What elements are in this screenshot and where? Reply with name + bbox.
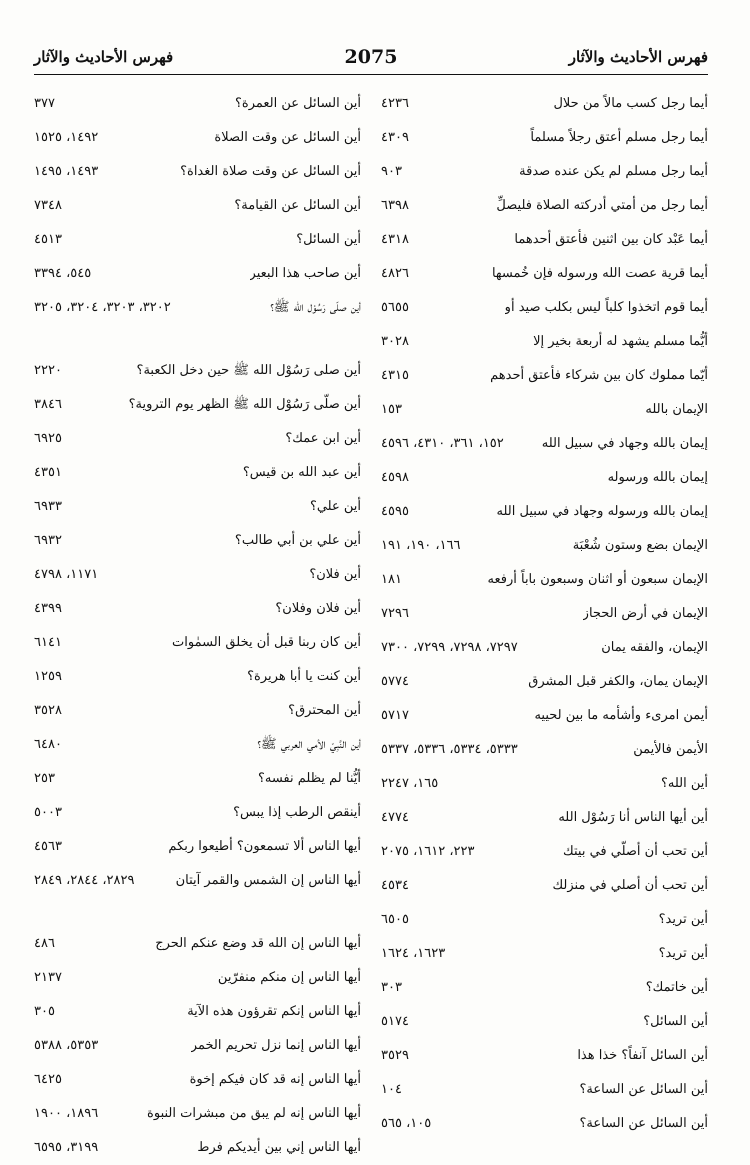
hadith-incipit: الأيمن فالأيمن	[633, 742, 708, 757]
hadith-reference-numbers: ٥٣٣٣، ٥٣٣٤، ٥٣٣٦، ٥٣٣٧	[381, 742, 518, 757]
hadith-reference-numbers: ٢٢٣، ١٦١٢، ٢٠٧٥	[381, 844, 475, 859]
hadith-reference-numbers: ٥١٧٤	[381, 1014, 409, 1029]
index-entry	[381, 1073, 708, 1107]
index-entry	[381, 937, 708, 971]
hadith-incipit: أيما رجل مسلم أعتق رجلاً مسلماً	[530, 130, 708, 145]
index-entry	[381, 359, 708, 393]
hadith-reference-numbers: ٥٠٠٣	[34, 805, 62, 820]
index-entry	[34, 728, 361, 762]
hadith-incipit: أين تريد؟	[658, 946, 708, 961]
hadith-incipit: أين خاتمك؟	[645, 980, 708, 995]
index-entry	[381, 461, 708, 495]
hadith-reference-numbers: ١٥٢، ٣٦١، ٤٣١٠، ٤٥٩٦	[381, 436, 504, 451]
hadith-reference-numbers: ٧٣٤٨	[34, 198, 62, 213]
hadith-reference-numbers: ٣٧٧	[34, 96, 55, 111]
hadith-incipit: أيُّما مسلم يشهد له أربعة بخير إلا	[533, 334, 708, 349]
hadith-reference-numbers: ١٦٥، ٢٢٤٧	[381, 776, 439, 791]
hadith-reference-numbers: ٤٨٢٦	[381, 266, 409, 281]
hadith-reference-numbers: ٤٣١٥	[381, 368, 409, 383]
index-entry	[34, 87, 361, 121]
hadith-reference-numbers: ٣٥٢٩	[381, 1048, 409, 1063]
hadith-incipit: أين السائل عن القيامة؟	[234, 198, 361, 213]
hadith-reference-numbers: ١٤٩٣، ١٤٩٥	[34, 164, 99, 179]
hadith-reference-numbers: ٦١٤١	[34, 635, 62, 650]
hadith-reference-numbers: ٤٢٣٦	[381, 96, 409, 111]
index-entry	[34, 291, 361, 354]
index-entry	[381, 529, 708, 563]
hadith-incipit: أيُّنا لم يظلم نفسه؟	[257, 771, 361, 786]
hadith-incipit: إيمان بالله ورسوله	[607, 470, 708, 485]
hadith-incipit: الإيمان سبعون أو اثنان وسبعون باباً أرفعه	[487, 572, 708, 587]
hadith-reference-numbers: ٦٩٢٥	[34, 431, 62, 446]
hadith-reference-numbers: ٧٢٩٧، ٧٢٩٨، ٧٢٩٩، ٧٣٠٠	[381, 640, 518, 655]
hadith-incipit: أيها الناس إن الشمس والقمر آيتان	[175, 873, 361, 888]
index-entry	[34, 1097, 361, 1131]
hadith-incipit: أين السائل آنفاً؟ خذا هذا	[577, 1048, 708, 1063]
hadith-reference-numbers: ٦٩٣٣	[34, 499, 62, 514]
hadith-reference-numbers: ٤٥٣٤	[381, 878, 409, 893]
hadith-reference-numbers: ١١٧١، ٤٧٩٨	[34, 567, 99, 582]
index-entry	[381, 597, 708, 631]
hadith-incipit: أيما قرية عصت الله ورسوله فإن خُمسها	[491, 266, 708, 281]
hadith-incipit: أين تريد؟	[658, 912, 708, 927]
hadith-reference-numbers: ٢٢٢٠	[34, 363, 62, 378]
index-entry	[381, 903, 708, 937]
index-entry	[34, 121, 361, 155]
hadith-reference-numbers: ٥٧٧٤	[381, 674, 409, 689]
hadith-reference-numbers: ٦٣٩٨	[381, 198, 409, 213]
hadith-reference-numbers: ٣٨٤٦	[34, 397, 62, 412]
hadith-reference-numbers: ٣٥٢٨	[34, 703, 62, 718]
index-page	[0, 40, 750, 1157]
index-entry	[381, 121, 708, 155]
hadith-incipit: أين المحترق؟	[288, 703, 361, 718]
hadith-reference-numbers: ٤٣٥١	[34, 465, 62, 480]
hadith-reference-numbers: ١٨٩٦، ١٩٠٠	[34, 1106, 99, 1121]
hadith-incipit: أيما قوم اتخذوا كلباً ليس بكلب صيد أو	[504, 300, 708, 315]
index-entry	[381, 631, 708, 665]
hadith-incipit: أين النَّبِيّ الأمي العربي ﷺ؟	[257, 737, 361, 752]
hadith-incipit: الإيمان بالله	[645, 402, 708, 417]
hadith-reference-numbers: ١٥٣	[381, 402, 402, 417]
hadith-incipit: إيمان بالله وجهاد في سبيل الله	[541, 436, 708, 451]
hadith-incipit: الإيمان في أرض الحجاز	[582, 606, 708, 621]
hadith-reference-numbers: ٤٣١٨	[381, 232, 409, 247]
hadith-reference-numbers: ٤٥٩٥	[381, 504, 409, 519]
hadith-incipit: أين السائل عن العمرة؟	[234, 96, 361, 111]
index-entry	[34, 830, 361, 864]
hadith-incipit: أيما عَبْد كان بين اثنين فأعتق أحدهما	[514, 232, 708, 247]
index-entry	[381, 87, 708, 121]
hadith-incipit: أين السائل عن الساعة؟	[579, 1082, 708, 1097]
index-entry	[34, 961, 361, 995]
page-number: 2075	[344, 46, 398, 68]
hadith-reference-numbers: ٣٠٢٨	[381, 334, 409, 349]
index-entry	[381, 1039, 708, 1073]
hadith-reference-numbers: ١٦٢٣، ١٦٢٤	[381, 946, 446, 961]
hadith-incipit: أين السائل؟	[643, 1014, 708, 1029]
hadith-reference-numbers: ١٠٤	[381, 1082, 402, 1097]
index-entry	[381, 495, 708, 529]
index-entry	[381, 155, 708, 189]
index-entry	[34, 1063, 361, 1097]
hadith-incipit: أين صلّى رَسُوْل الله ﷺ الظهر يوم التروية؟	[128, 397, 361, 412]
hadith-incipit: أيها الناس إنه قد كان فيكم إخوة	[189, 1072, 361, 1087]
index-columns	[34, 87, 708, 1165]
index-entry	[381, 767, 708, 801]
hadith-incipit: أين صلى رَسُوْل الله ﷺ حين دخل الكعبة؟	[136, 363, 361, 378]
index-entry	[34, 189, 361, 223]
hadith-reference-numbers: ٥٦٥٥	[381, 300, 409, 315]
hadith-incipit: أين علي بن أبي طالب؟	[234, 533, 361, 548]
index-entry	[381, 563, 708, 597]
index-entry	[34, 422, 361, 456]
hadith-incipit: أيها الناس إنما نزل تحريم الخمر	[190, 1038, 361, 1053]
index-entry	[34, 660, 361, 694]
hadith-reference-numbers: ٤٥١٣	[34, 232, 62, 247]
hadith-incipit: أيمن امرىء وأشأمه ما بين لحييه	[534, 708, 708, 723]
hadith-reference-numbers: ٥٣٥٣، ٥٣٨٨	[34, 1038, 99, 1053]
index-entry	[34, 490, 361, 524]
hadith-reference-numbers: ١٤٩٢، ١٥٢٥	[34, 130, 99, 145]
hadith-incipit: أيما رجل من أمتي أدركته الصلاة فليصلِّ	[496, 198, 708, 213]
hadith-reference-numbers: ٣١٩٩، ٦٥٩٥	[34, 1140, 99, 1155]
hadith-incipit: أيها الناس إني بين أيديكم فرط	[197, 1140, 361, 1155]
hadith-incipit: أين السائل؟	[296, 232, 361, 247]
hadith-incipit: أيها الناس إن الله قد وضع عنكم الحرج	[155, 936, 361, 951]
index-entry	[34, 558, 361, 592]
index-entry	[381, 189, 708, 223]
index-entry	[381, 971, 708, 1005]
index-entry	[381, 1005, 708, 1039]
hadith-reference-numbers: ٢١٣٧	[34, 970, 62, 985]
index-entry	[381, 393, 708, 427]
index-entry	[34, 762, 361, 796]
hadith-incipit: أين السائل عن الساعة؟	[579, 1116, 708, 1131]
hadith-reference-numbers: ٢٥٣	[34, 771, 55, 786]
hadith-incipit: أين علي؟	[309, 499, 361, 514]
hadith-reference-numbers: ٧٢٩٦	[381, 606, 409, 621]
running-title-left: فهرس الأحاديث والآثار	[34, 48, 174, 66]
hadith-reference-numbers: ٤٥٦٣	[34, 839, 62, 854]
hadith-reference-numbers: ٦٩٣٢	[34, 533, 62, 548]
hadith-incipit: أين أيها الناس أنا رَسُوْل الله	[558, 810, 708, 825]
index-entry	[34, 864, 361, 927]
index-entry	[34, 1029, 361, 1063]
hadith-reference-numbers: ٥٤٥، ٣٣٩٤	[34, 266, 92, 281]
hadith-incipit: أين فلان وفلان؟	[275, 601, 361, 616]
hadith-incipit: أيها الناس ألا تسمعون؟ أطيعوا ربكم	[168, 839, 361, 854]
hadith-incipit: الإيمان بضع وستون شُعْبَة	[572, 538, 708, 553]
hadith-incipit: الإيمان يمان، والكفر قبل المشرق	[528, 674, 708, 689]
index-entry	[34, 388, 361, 422]
index-entry	[381, 1107, 708, 1141]
index-entry	[381, 291, 708, 325]
index-entry	[381, 699, 708, 733]
hadith-incipit: أين صاحب هذا البعير	[249, 266, 361, 281]
hadith-reference-numbers: ٦٤٨٠	[34, 737, 62, 752]
index-entry	[34, 927, 361, 961]
hadith-reference-numbers: ٦٤٢٥	[34, 1072, 62, 1087]
hadith-incipit: إيمان بالله ورسوله وجهاد في سبيل الله	[496, 504, 708, 519]
hadith-incipit: أين الله؟	[660, 776, 708, 791]
index-entry	[381, 325, 708, 359]
hadith-incipit: أين تحب أن أصلّي في بيتك	[563, 844, 708, 859]
hadith-reference-numbers: ٣٠٥	[34, 1004, 55, 1019]
hadith-reference-numbers: ٢٨٢٩، ٢٨٤٤، ٢٨٤٩	[34, 873, 135, 888]
index-entry	[381, 801, 708, 835]
hadith-reference-numbers: ١٠٥، ٥٦٥	[381, 1116, 432, 1131]
hadith-incipit: أين كنت يا أبا هريرة؟	[247, 669, 361, 684]
hadith-incipit: أين السائل عن وقت الصلاة	[214, 130, 361, 145]
hadith-incipit: أيها الناس إنه لم يبق من مبشرات النبوة	[147, 1106, 361, 1121]
index-entry	[34, 1131, 361, 1165]
index-entry	[34, 524, 361, 558]
hadith-reference-numbers: ١٨١	[381, 572, 402, 587]
hadith-reference-numbers: ٥٧١٧	[381, 708, 409, 723]
index-entry	[34, 592, 361, 626]
hadith-incipit: أين تحب أن أصلي في منزلك	[552, 878, 708, 893]
hadith-reference-numbers: ١٦٦، ١٩٠، ١٩١	[381, 538, 461, 553]
hadith-incipit: أين ابن عمك؟	[285, 431, 361, 446]
hadith-incipit: أيها الناس إن منكم منفرّين	[217, 970, 361, 985]
index-entry	[381, 665, 708, 699]
index-entry	[34, 796, 361, 830]
hadith-reference-numbers: ٣٠٣	[381, 980, 402, 995]
hadith-incipit: الإيمان، والفقه يمان	[601, 640, 708, 655]
hadith-reference-numbers: ٩٠٣	[381, 164, 402, 179]
hadith-incipit: أينقص الرطب إذا يبس؟	[233, 805, 361, 820]
hadith-incipit: أين السائل عن وقت صلاة الغداة؟	[180, 164, 361, 179]
index-entry	[381, 733, 708, 767]
index-entry	[34, 626, 361, 660]
index-entry	[34, 155, 361, 189]
index-entry	[34, 456, 361, 490]
hadith-reference-numbers: ٤٧٧٤	[381, 810, 409, 825]
hadith-reference-numbers: ٤٨٦	[34, 936, 55, 951]
index-entry	[34, 354, 361, 388]
page-header	[34, 40, 708, 75]
hadith-incipit: أين عبد الله بن قيس؟	[242, 465, 361, 480]
index-entry	[34, 257, 361, 291]
hadith-incipit: أين صلّى رَسُوْل الله ﷺ؟	[270, 300, 361, 315]
index-entry	[34, 995, 361, 1029]
hadith-reference-numbers: ٤٣٠٩	[381, 130, 409, 145]
hadith-reference-numbers: ٤٥٩٨	[381, 470, 409, 485]
index-entry	[34, 694, 361, 728]
hadith-incipit: أيما رجل كسب مالاً من حلال	[553, 96, 708, 111]
left-column	[34, 87, 361, 1165]
running-title-right: فهرس الأحاديث والآثار	[568, 48, 708, 66]
hadith-reference-numbers: ٤٣٩٩	[34, 601, 62, 616]
hadith-incipit: أين فلان؟	[309, 567, 361, 582]
index-entry	[381, 869, 708, 903]
index-entry	[381, 835, 708, 869]
index-entry	[34, 223, 361, 257]
right-column	[381, 87, 708, 1165]
index-entry	[381, 427, 708, 461]
hadith-incipit: أيها الناس إنكم تقرؤون هذه الآية	[187, 1004, 361, 1019]
hadith-reference-numbers: ٦٥٠٥	[381, 912, 409, 927]
hadith-incipit: أيّما مملوك كان بين شركاء فأعتق أحدهم	[490, 368, 708, 383]
hadith-incipit: أين كان ربنا قبل أن يخلق السمٰوات	[172, 635, 361, 650]
hadith-reference-numbers: ١٢٥٩	[34, 669, 62, 684]
hadith-reference-numbers: ٣٢٠٢، ٣٢٠٣، ٣٢٠٤، ٣٢٠٥	[34, 300, 171, 315]
index-entry	[381, 223, 708, 257]
index-entry	[381, 257, 708, 291]
hadith-incipit: أيما رجل مسلم لم يكن عنده صدقة	[519, 164, 708, 179]
